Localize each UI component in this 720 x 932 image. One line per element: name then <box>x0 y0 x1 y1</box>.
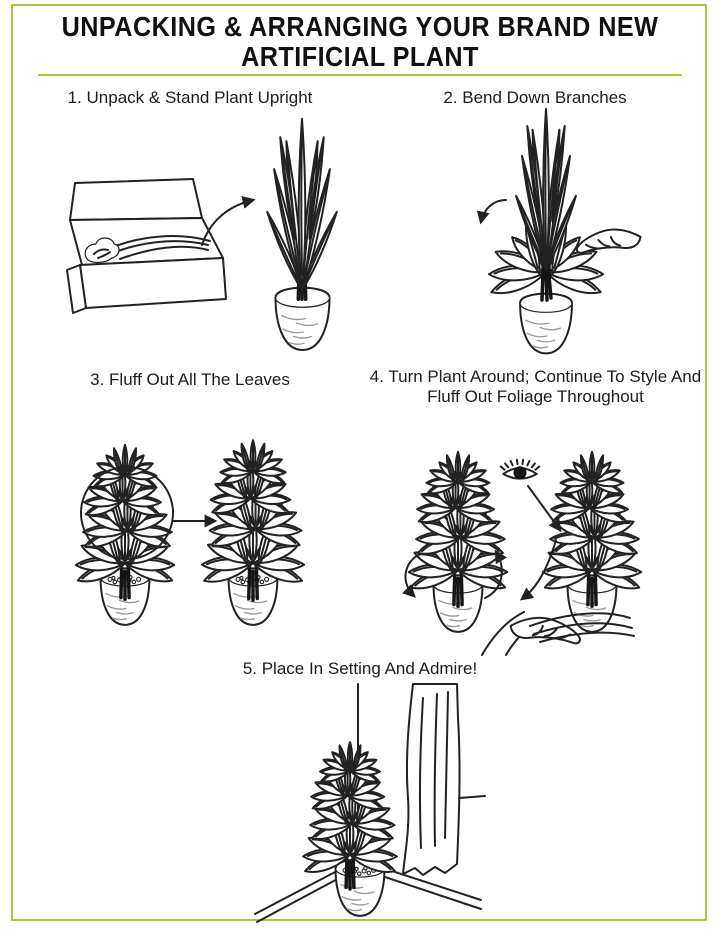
step-1-illustration <box>50 108 345 353</box>
bend-arrow <box>481 200 506 222</box>
fluffed-plant-right <box>542 452 642 632</box>
page-title-line1: UNPACKING & ARRANGING YOUR BRAND NEW <box>61 11 659 42</box>
box-front <box>80 258 226 308</box>
step-5-illustration <box>245 678 485 932</box>
fluffed-plant-left <box>408 452 508 632</box>
cardboard-box <box>67 179 226 313</box>
unfluffed-plant <box>75 445 175 625</box>
hand-styling-leaf <box>482 612 634 655</box>
step-2-label: 2. Bend Down Branches <box>443 88 627 107</box>
step-2-illustration <box>450 104 650 359</box>
step-4-label: 4. Turn Plant Around; Continue To Style And Fluff Out Foliage Throughout <box>369 367 702 407</box>
step-5-label: 5. Place In Setting And Admire! <box>242 659 478 678</box>
eye-icon <box>501 460 539 480</box>
hand-icon <box>577 229 641 252</box>
compressed-plant <box>265 119 339 299</box>
potted-compressed-plant <box>265 119 339 350</box>
step-1-label: 1. Unpack & Stand Plant Upright <box>67 88 313 107</box>
step-3-illustration <box>45 393 345 651</box>
box-lid <box>70 179 202 220</box>
step-3-label: 3. Fluff Out All The Leaves <box>90 370 290 389</box>
title-divider <box>38 74 682 76</box>
fluffed-plant <box>201 440 304 625</box>
page-title-line2: ARTIFICIAL PLANT <box>241 41 479 72</box>
window-sill <box>459 796 485 798</box>
step-4-illustration <box>390 402 705 655</box>
pot <box>520 294 572 354</box>
page-title <box>0 12 720 72</box>
curtain <box>403 684 485 875</box>
